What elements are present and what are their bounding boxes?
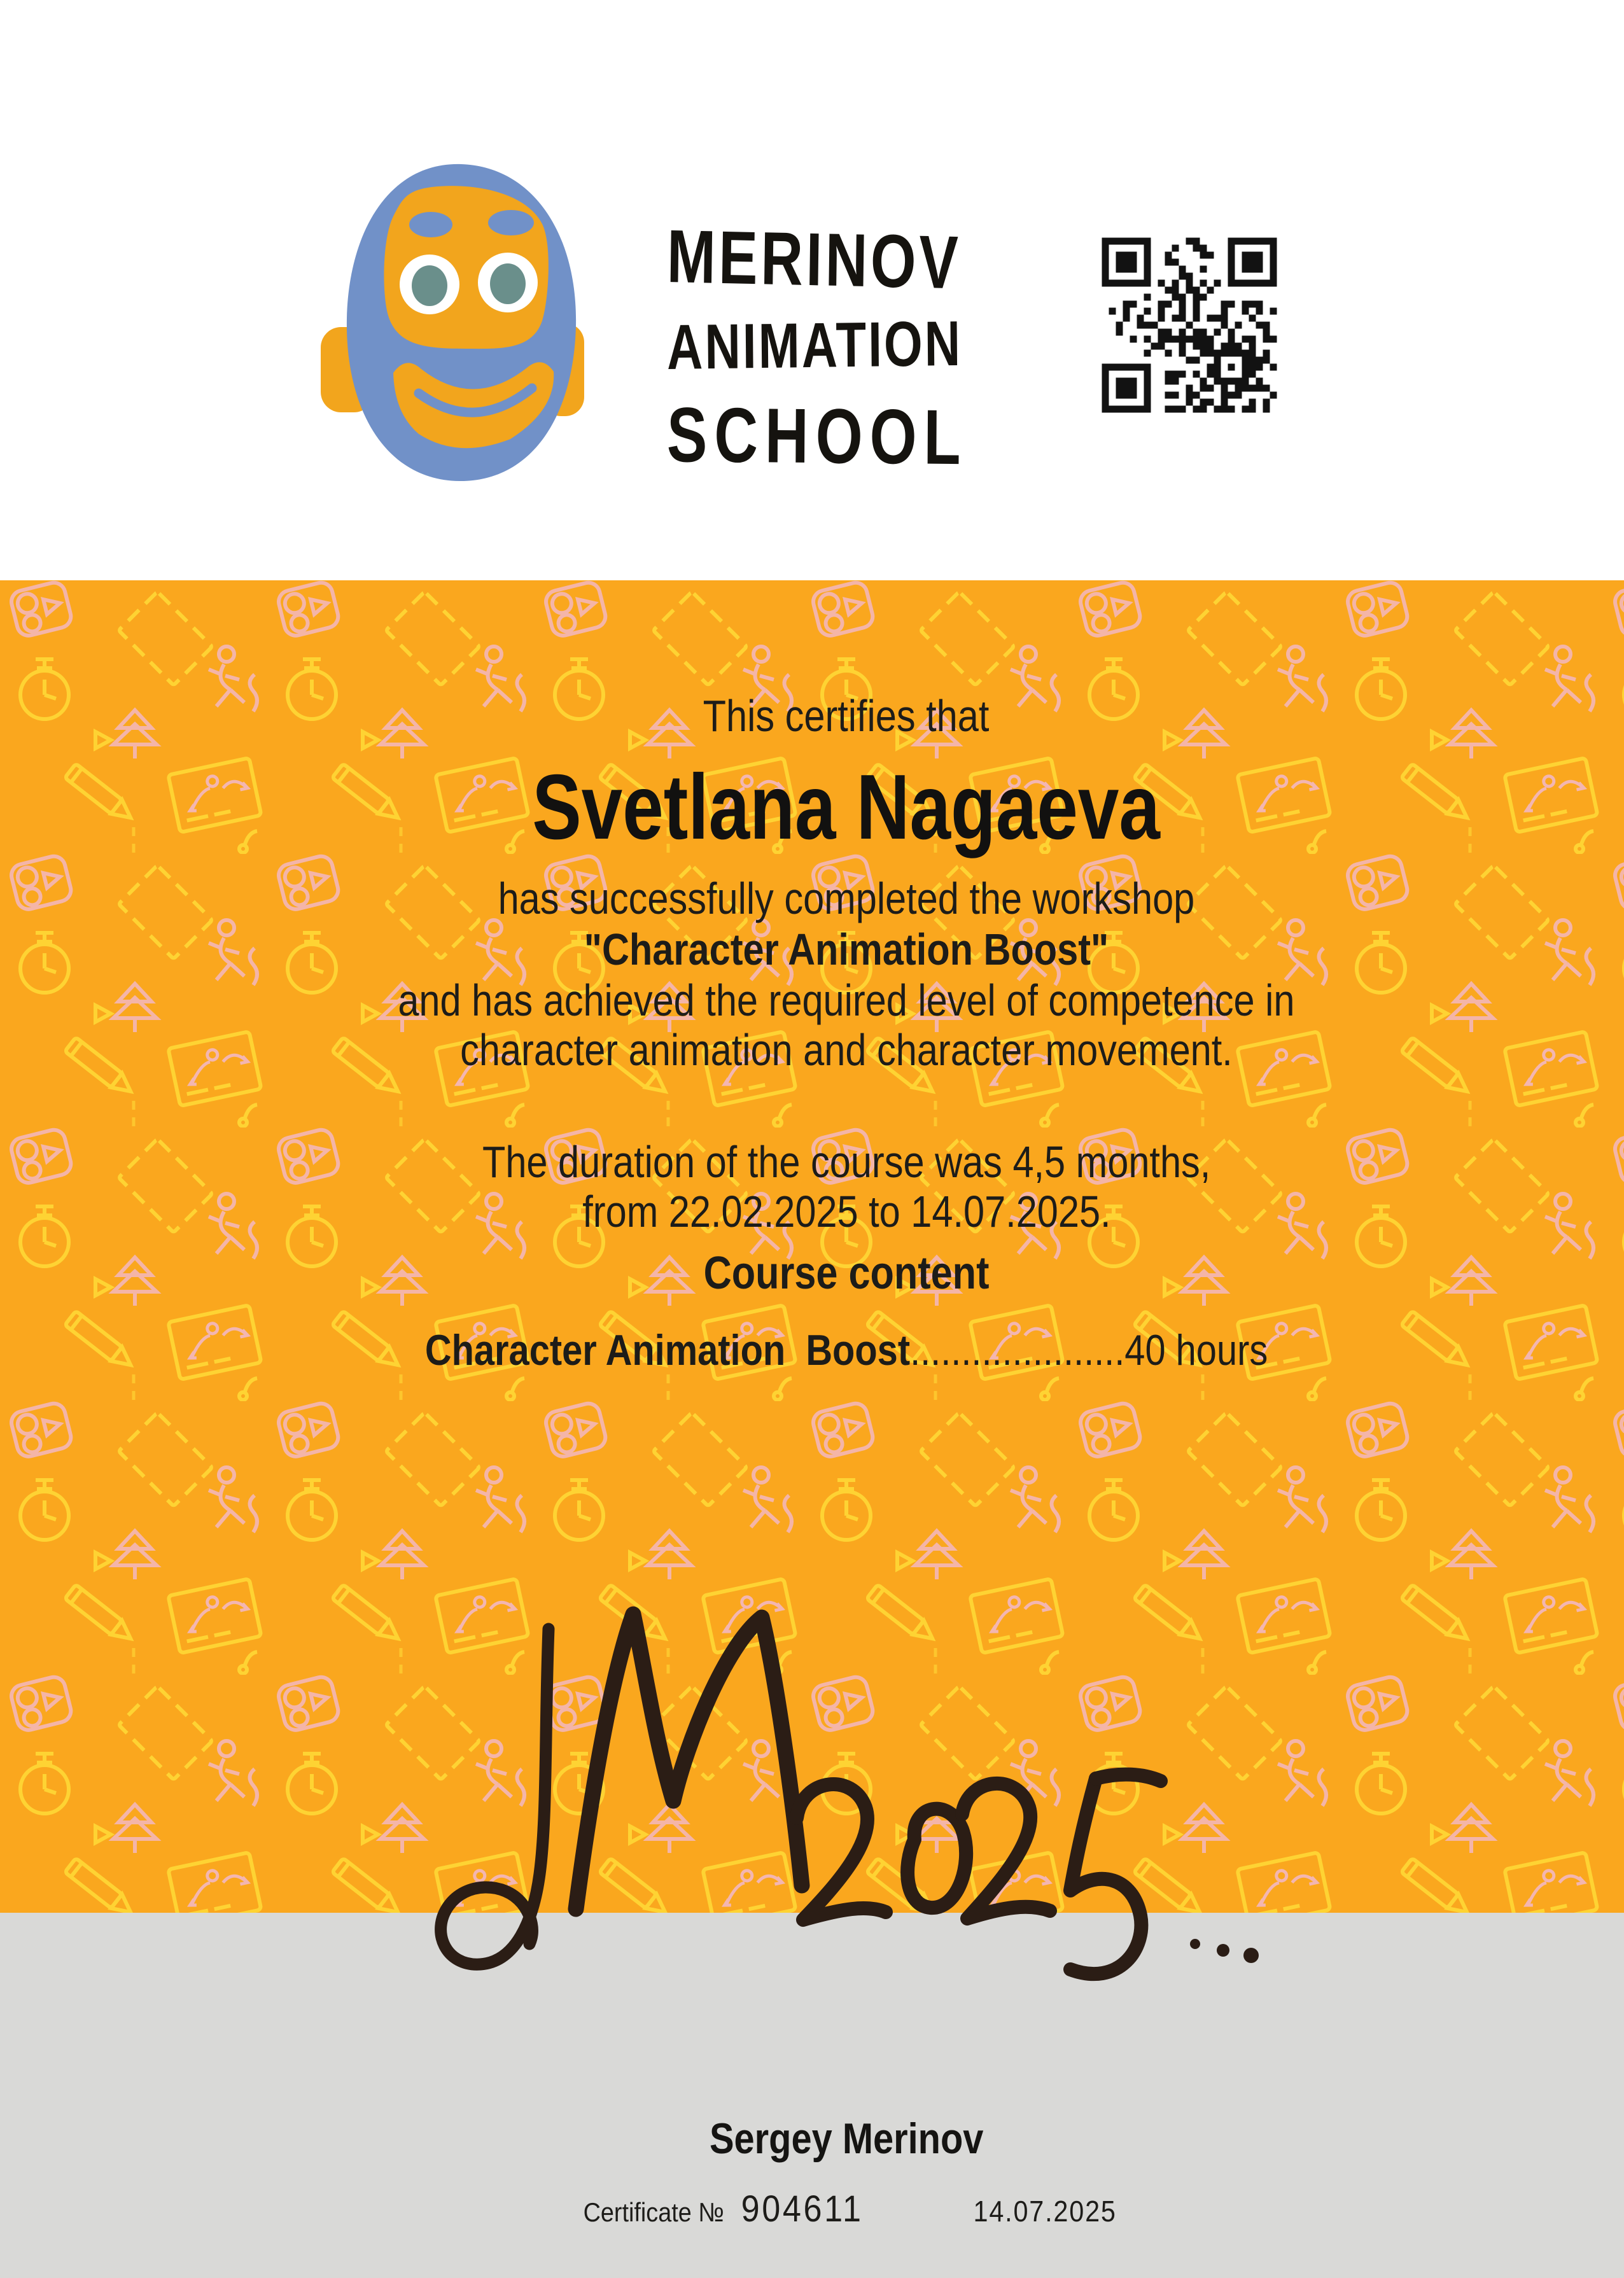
course-content-heading: Course content — [703, 1248, 990, 1299]
certificate-label: Certificate № — [583, 2197, 725, 2227]
signer-name: Sergey Merinov — [709, 2114, 984, 2163]
logo-eye-left-pupil — [412, 265, 447, 306]
logo-eyebrow-right — [488, 210, 534, 235]
school-logo-icon — [318, 160, 585, 485]
wordmark-line-1: MERINOV — [666, 214, 962, 305]
logo-eye-right-pupil — [490, 263, 526, 304]
school-wordmark — [666, 191, 1061, 481]
certificate-date: 14.07.2025 — [973, 2195, 1117, 2228]
course-item-row — [69, 1325, 1624, 1375]
course-item — [425, 1325, 1268, 1375]
achievement-line-2: character animation and character movement. — [460, 1025, 1233, 1075]
wordmark-line-2: ANIMATION — [666, 307, 963, 383]
workshop-title: "Character Animation Boost" — [584, 925, 1109, 974]
certificate-number: 904611 — [741, 2188, 864, 2230]
course-item-dots: ..................... — [910, 1326, 1125, 1374]
signature-merinov — [420, 1588, 1273, 2008]
certificate-meta-row — [69, 2188, 1624, 2230]
achievement-line-1: and has achieved the required level of competence in — [398, 975, 1295, 1025]
qr-code — [1101, 237, 1278, 414]
intro-line: This certifies that — [703, 691, 990, 741]
logo-eyebrow-left — [409, 212, 452, 237]
recipient-name: Svetlana Nagaeva — [532, 755, 1161, 858]
duration-line-1: The duration of the course was 4,5 months, — [482, 1137, 1211, 1187]
wordmark-line-3: SCHOOL — [666, 391, 968, 481]
course-item-hours: 40 hours — [1124, 1326, 1268, 1374]
course-item-name: Character Animation Boost — [424, 1326, 911, 1374]
duration-line-2: from 22.02.2025 to 14.07.2025. — [582, 1187, 1111, 1236]
completion-line: has successfully completed the workshop — [498, 874, 1195, 923]
